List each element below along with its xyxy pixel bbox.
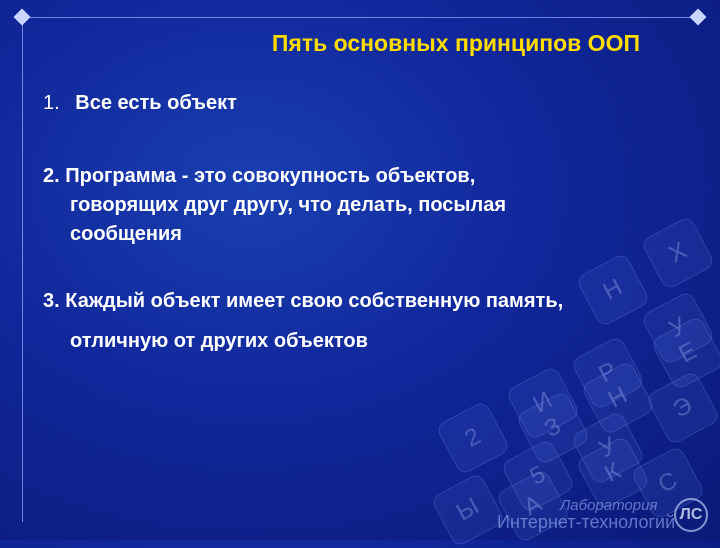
keyboard-key-decoration: У bbox=[640, 290, 716, 366]
keyboard-key-decoration: Н bbox=[575, 252, 651, 328]
item-text-line: Каждый объект имеет свою собственную память, bbox=[65, 290, 564, 312]
principle-item-3 bbox=[43, 287, 563, 316]
keyboard-key-decoration: Е bbox=[650, 315, 720, 391]
keyboard-key-decoration: С bbox=[630, 445, 706, 521]
principle-item-1 bbox=[43, 92, 237, 115]
keyboard-key-decoration: Ы bbox=[430, 472, 506, 548]
keyboard-key-decoration: З bbox=[515, 390, 591, 466]
corner-diamond-icon bbox=[690, 9, 707, 26]
keyboard-key-decoration: К bbox=[575, 435, 651, 511]
frame-left-line bbox=[22, 17, 23, 522]
keyboard-key-decoration: У bbox=[570, 410, 646, 486]
item-number: 3. bbox=[43, 290, 60, 312]
keyboard-key-decoration: А bbox=[495, 468, 571, 544]
item-text-line: сообщения bbox=[70, 223, 182, 245]
item-text-line: отличную от других объектов bbox=[70, 330, 368, 352]
item-text-line: Программа - это совокупность объектов, bbox=[65, 165, 476, 187]
item-number: 1 bbox=[43, 92, 55, 114]
corner-diamond-icon bbox=[14, 9, 31, 26]
item-number: 2. bbox=[43, 165, 60, 187]
slide-title: Пять основных принципов ООП bbox=[271, 30, 640, 56]
keyboard-key-decoration: Р bbox=[570, 335, 646, 411]
principle-item-2 bbox=[43, 162, 506, 249]
frame-top-line bbox=[22, 17, 698, 18]
item-text-line: говорящих друг другу, что делать, посылая bbox=[70, 194, 506, 216]
item-number-dot: . bbox=[54, 92, 60, 114]
keyboard-key-decoration: Э bbox=[645, 370, 720, 446]
keyboard-key-decoration: И bbox=[505, 365, 581, 441]
logo-text-line1: Лаборатория bbox=[560, 497, 658, 514]
item-text: Все есть объект bbox=[75, 92, 237, 114]
logo-icon: ЛС bbox=[674, 498, 708, 532]
keyboard-key-decoration: Н bbox=[580, 360, 656, 436]
keyboard-key-decoration: 5 bbox=[500, 438, 576, 514]
keyboard-key-decoration: Х bbox=[640, 215, 716, 291]
logo-text-line2: Интернет-технологий bbox=[497, 512, 676, 532]
keyboard-key-decoration: 2 bbox=[435, 400, 511, 476]
